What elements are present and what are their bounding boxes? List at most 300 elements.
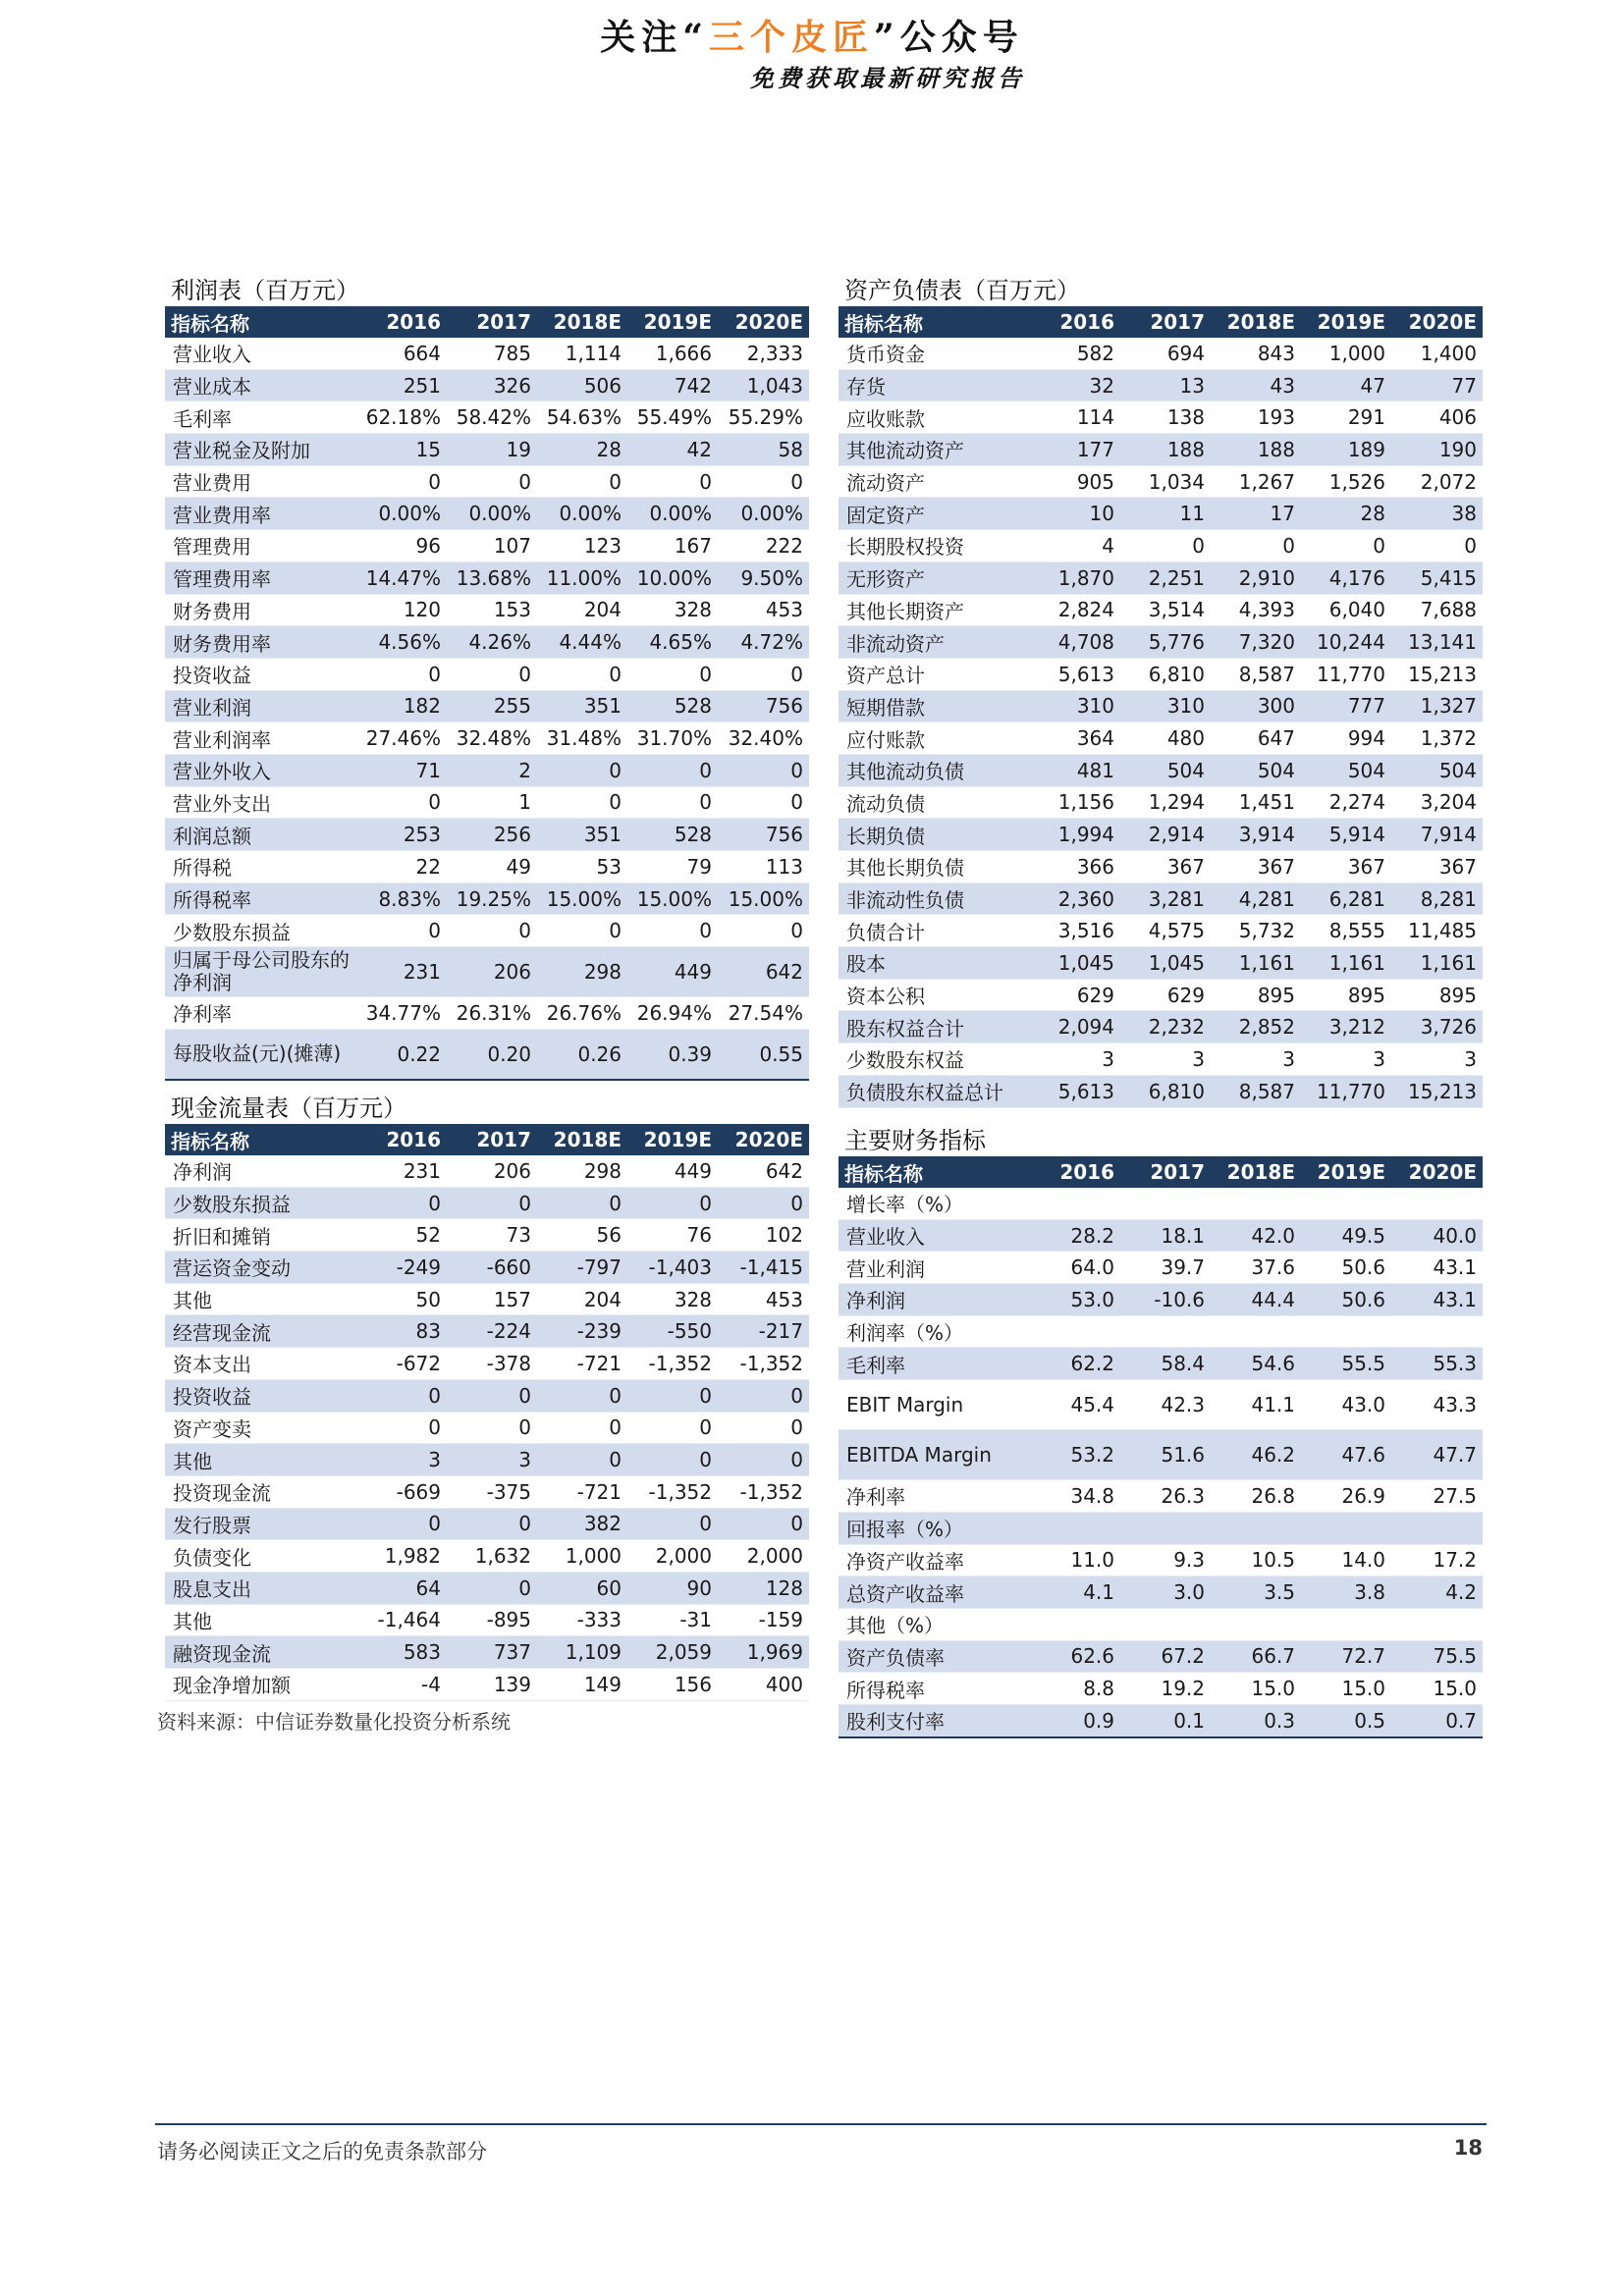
table-cell: 3,281: [1120, 882, 1211, 915]
table-cell: 0.00%: [627, 498, 718, 530]
table-cell: 42.3: [1120, 1380, 1211, 1430]
table-cell: 31.48%: [537, 722, 627, 755]
table-cell: 19: [447, 434, 537, 466]
table-cell: 47.6: [1301, 1430, 1391, 1480]
table-cell: 15,213: [1391, 658, 1483, 690]
table-cell: 62.2: [1030, 1348, 1120, 1380]
table-row: [839, 338, 1483, 369]
table-cell: 7,688: [1391, 594, 1483, 626]
table-cell: 73: [447, 1219, 537, 1252]
table-cell: 0: [447, 1379, 537, 1412]
table-cell: 8,281: [1391, 882, 1483, 915]
table-row: [165, 882, 809, 915]
table-row: [165, 369, 809, 401]
table-cell: 0.20: [447, 1029, 537, 1080]
table-cell: 351: [537, 819, 627, 851]
table-cell: 1,526: [1301, 465, 1391, 498]
table-cell: 15.00%: [718, 882, 809, 915]
row-label: 存货: [839, 369, 1030, 401]
table-cell: -1,415: [718, 1252, 809, 1284]
table-row: [839, 1284, 1483, 1316]
row-label: 融资现金流: [165, 1636, 356, 1669]
table-cell: 366: [1030, 851, 1120, 883]
table-cell: [1391, 1608, 1483, 1640]
row-label: 应收账款: [839, 401, 1030, 434]
table-cell: 11,770: [1301, 1075, 1391, 1107]
table-cell: 0: [718, 658, 809, 690]
row-label: 少数股东损益: [165, 915, 356, 947]
table-row: [839, 1043, 1483, 1076]
table-row: [839, 1576, 1483, 1609]
row-label: 经营现金流: [165, 1315, 356, 1348]
table-row: [839, 1673, 1483, 1705]
balance-title: 资产负债表（百万元）: [844, 277, 1080, 304]
row-label: 净利率: [165, 997, 356, 1030]
table-cell: 231: [356, 1155, 447, 1187]
table-cell: 4.26%: [447, 626, 537, 659]
table-cell: 43.3: [1391, 1380, 1483, 1430]
table-cell: 0: [537, 465, 627, 498]
table-cell: 5,613: [1030, 1075, 1120, 1107]
table-cell: 506: [537, 369, 627, 401]
table-cell: 1,034: [1120, 465, 1211, 498]
row-label: 净利润: [165, 1155, 356, 1187]
table-cell: 0: [537, 1412, 627, 1444]
table-cell: 11: [1120, 498, 1211, 530]
table-cell: 19.25%: [447, 882, 537, 915]
table-cell: 4.65%: [627, 626, 718, 659]
row-label: 少数股东损益: [165, 1187, 356, 1219]
table-cell: 351: [537, 690, 627, 722]
table-cell: 756: [718, 819, 809, 851]
column-header: 2018E: [537, 1124, 627, 1155]
table-cell: 62.6: [1030, 1640, 1120, 1673]
row-label: 所得税: [165, 851, 356, 883]
table-cell: 54.63%: [537, 401, 627, 434]
table-row: [165, 498, 809, 530]
table-row: [165, 1379, 809, 1412]
table-row: [839, 401, 1483, 434]
table-cell: 0: [718, 1379, 809, 1412]
footer-divider: [155, 2123, 1487, 2125]
table-cell: 190: [1391, 434, 1483, 466]
table-cell: 5,415: [1391, 561, 1483, 594]
row-label: 其他: [165, 1604, 356, 1636]
table-cell: 4.72%: [718, 626, 809, 659]
row-label: 货币资金: [839, 338, 1030, 369]
table-cell: -31: [627, 1604, 718, 1636]
table-cell: 43.1: [1391, 1252, 1483, 1284]
row-label: 发行股票: [165, 1508, 356, 1540]
table-cell: 8,555: [1301, 915, 1391, 947]
table-row: [165, 1475, 809, 1508]
column-header: 指标名称: [839, 306, 1030, 338]
table-cell: 32.40%: [718, 722, 809, 755]
table-cell: 167: [627, 530, 718, 562]
table-cell: 449: [627, 1155, 718, 1187]
table-cell: 42: [627, 434, 718, 466]
table-cell: [1120, 1188, 1211, 1219]
table-cell: [1120, 1608, 1211, 1640]
row-label: EBIT Margin: [839, 1380, 1030, 1430]
row-label: 其他流动资产: [839, 434, 1030, 466]
table-cell: 0.3: [1211, 1704, 1301, 1736]
table-cell: 0: [627, 465, 718, 498]
row-label: 折旧和摊销: [165, 1219, 356, 1252]
table-cell: 54.6: [1211, 1348, 1301, 1380]
table-cell: 0: [537, 1187, 627, 1219]
table-cell: 3: [1301, 1043, 1391, 1076]
column-header: 指标名称: [165, 1124, 356, 1155]
table-cell: 37.6: [1211, 1252, 1301, 1284]
table-cell: 0: [718, 1508, 809, 1540]
table-row: [839, 561, 1483, 594]
table-cell: 0: [537, 1444, 627, 1476]
table-cell: 0.00%: [537, 498, 627, 530]
table-cell: 4,708: [1030, 626, 1120, 659]
table-cell: 255: [447, 690, 537, 722]
table-cell: 253: [356, 819, 447, 851]
table-cell: 38: [1391, 498, 1483, 530]
row-label: 营业外收入: [165, 754, 356, 786]
table-cell: 10: [1030, 498, 1120, 530]
table-cell: 32: [1030, 369, 1120, 401]
table-cell: 1,666: [627, 338, 718, 369]
table-cell: 0: [1391, 530, 1483, 562]
table-cell: 58.42%: [447, 401, 537, 434]
table-cell: [1301, 1512, 1391, 1544]
table-cell: 2,000: [718, 1540, 809, 1573]
row-label: 营业利润率: [165, 722, 356, 755]
table-cell: 204: [537, 1283, 627, 1315]
row-label: 其他流动负债: [839, 754, 1030, 786]
table-cell: 15.0: [1391, 1673, 1483, 1705]
table-cell: 582: [1030, 338, 1120, 369]
table-cell: [1030, 1188, 1120, 1219]
row-label: 应付账款: [839, 722, 1030, 755]
table-cell: -1,352: [718, 1475, 809, 1508]
row-label: EBITDA Margin: [839, 1430, 1030, 1480]
table-cell: 4.2: [1391, 1576, 1483, 1609]
row-label: 归属于母公司股东的净利润: [165, 947, 356, 997]
table-cell: 3,516: [1030, 915, 1120, 947]
column-header: 2017: [447, 1124, 537, 1155]
table-cell: 43.0: [1301, 1380, 1391, 1430]
table-row: [165, 1029, 809, 1080]
table-cell: 0: [718, 465, 809, 498]
balance-table: [839, 306, 1483, 1108]
table-cell: 53.0: [1030, 1284, 1120, 1316]
table-cell: -239: [537, 1315, 627, 1348]
table-cell: -721: [537, 1475, 627, 1508]
table-cell: 0: [718, 1412, 809, 1444]
table-cell: 46.2: [1211, 1430, 1301, 1480]
table-cell: [1301, 1315, 1391, 1348]
table-cell: [1301, 1188, 1391, 1219]
row-label: 固定资产: [839, 498, 1030, 530]
table-cell: 0: [718, 1187, 809, 1219]
column-header: 2019E: [627, 1124, 718, 1155]
cashflow-title: 现金流量表（百万元）: [171, 1095, 406, 1122]
table-cell: 153: [447, 594, 537, 626]
table-cell: 0: [1301, 530, 1391, 562]
table-cell: 0: [356, 465, 447, 498]
table-cell: 8.8: [1030, 1673, 1120, 1705]
table-row: [839, 1704, 1483, 1736]
table-cell: 629: [1120, 979, 1211, 1011]
table-cell: 222: [718, 530, 809, 562]
table-cell: 39.7: [1120, 1252, 1211, 1284]
cashflow-table: [165, 1124, 809, 1701]
table-cell: 5,914: [1301, 819, 1391, 851]
table-cell: 14.47%: [356, 561, 447, 594]
table-cell: 4.56%: [356, 626, 447, 659]
table-cell: 4: [1030, 530, 1120, 562]
table-cell: 0.9: [1030, 1704, 1120, 1736]
table-cell: 8,587: [1211, 1075, 1301, 1107]
footer-disclaimer: 请务必阅读正文之后的免责条款部分: [157, 2140, 487, 2163]
table-cell: 11.00%: [537, 561, 627, 594]
table-cell: 15.0: [1301, 1673, 1391, 1705]
table-cell: 22: [356, 851, 447, 883]
row-label: 其他: [165, 1283, 356, 1315]
table-row: [165, 594, 809, 626]
table-cell: 157: [447, 1283, 537, 1315]
table-cell: 0: [627, 1187, 718, 1219]
row-label: 短期借款: [839, 690, 1030, 722]
table-cell: 0: [356, 1508, 447, 1540]
table-cell: 310: [1120, 690, 1211, 722]
table-cell: 3: [1030, 1043, 1120, 1076]
table-cell: 453: [718, 594, 809, 626]
table-row: [839, 498, 1483, 530]
table-cell: [1120, 1315, 1211, 1348]
table-cell: 128: [718, 1572, 809, 1604]
row-label: 资产变卖: [165, 1412, 356, 1444]
table-cell: 1,161: [1391, 947, 1483, 980]
row-label: 营业费用: [165, 465, 356, 498]
table-cell: 504: [1211, 754, 1301, 786]
table-row: [165, 722, 809, 755]
table-cell: 382: [537, 1508, 627, 1540]
table-cell: 31.70%: [627, 722, 718, 755]
table-cell: 3: [1120, 1043, 1211, 1076]
table-cell: 26.3: [1120, 1480, 1211, 1513]
table-cell: 664: [356, 338, 447, 369]
row-label: 营业费用率: [165, 498, 356, 530]
table-cell: -1,352: [627, 1475, 718, 1508]
table-cell: [1030, 1608, 1120, 1640]
table-cell: 15.00%: [627, 882, 718, 915]
table-cell: 2,251: [1120, 561, 1211, 594]
table-cell: 26.76%: [537, 997, 627, 1030]
table-cell: 10,244: [1301, 626, 1391, 659]
table-cell: 149: [537, 1669, 627, 1701]
table-cell: 0: [356, 915, 447, 947]
table-cell: 1,294: [1120, 786, 1211, 819]
table-row: [165, 997, 809, 1030]
table-cell: 0: [537, 1379, 627, 1412]
table-row: [839, 658, 1483, 690]
table-row: [165, 1604, 809, 1636]
table-row: [165, 947, 809, 997]
table-cell: 138: [1120, 401, 1211, 434]
table-cell: 32.48%: [447, 722, 537, 755]
row-label: 管理费用率: [165, 561, 356, 594]
table-row: [839, 882, 1483, 915]
table-cell: 5,732: [1211, 915, 1301, 947]
row-label: 负债股东权益总计: [839, 1075, 1030, 1107]
table-cell: [1120, 1512, 1211, 1544]
table-cell: 6,810: [1120, 658, 1211, 690]
table-cell: 0: [1120, 530, 1211, 562]
table-cell: 4.1: [1030, 1576, 1120, 1609]
table-cell: 0.55: [718, 1029, 809, 1080]
table-row: [165, 1187, 809, 1219]
column-header: 2016: [356, 306, 447, 338]
table-cell: 77: [1391, 369, 1483, 401]
table-cell: 10.5: [1211, 1544, 1301, 1576]
table-cell: 3,726: [1391, 1011, 1483, 1043]
table-cell: 13,141: [1391, 626, 1483, 659]
row-label: 股息支出: [165, 1572, 356, 1604]
column-header: 2016: [1030, 1156, 1120, 1188]
table-cell: 629: [1030, 979, 1120, 1011]
table-cell: 328: [627, 1283, 718, 1315]
row-label: 长期负债: [839, 819, 1030, 851]
table-cell: [1301, 1608, 1391, 1640]
table-cell: 1,045: [1030, 947, 1120, 980]
row-label: 其他长期资产: [839, 594, 1030, 626]
table-row: [165, 401, 809, 434]
table-cell: 400: [718, 1669, 809, 1701]
row-label: 利润率（%）: [839, 1315, 1030, 1348]
table-cell: 0: [718, 915, 809, 947]
header-title: 关注“三个皮匠”公众号: [600, 17, 1024, 58]
table-cell: 206: [447, 947, 537, 997]
table-cell: [1030, 1512, 1120, 1544]
table-row: [839, 979, 1483, 1011]
table-cell: 1,114: [537, 338, 627, 369]
table-cell: 4,176: [1301, 561, 1391, 594]
column-header: 2020E: [1391, 1156, 1483, 1188]
table-cell: 55.5: [1301, 1348, 1391, 1380]
table-cell: 27.5: [1391, 1480, 1483, 1513]
table-cell: 64.0: [1030, 1252, 1120, 1284]
table-cell: 0: [356, 786, 447, 819]
column-header: 2020E: [718, 306, 809, 338]
table-cell: 0: [1211, 530, 1301, 562]
table-cell: 642: [718, 947, 809, 997]
table-cell: -4: [356, 1669, 447, 1701]
table-cell: 13: [1120, 369, 1211, 401]
table-row: [839, 947, 1483, 980]
table-row: [165, 1444, 809, 1476]
table-row: [839, 1011, 1483, 1043]
table-cell: 0: [627, 1508, 718, 1540]
table-row: [839, 1480, 1483, 1513]
table-cell: 188: [1120, 434, 1211, 466]
table-cell: 49.5: [1301, 1219, 1391, 1252]
column-header: 2019E: [1301, 1156, 1391, 1188]
row-label: 少数股东权益: [839, 1043, 1030, 1076]
row-label: 营业利润: [839, 1252, 1030, 1284]
table-row: [165, 1508, 809, 1540]
table-row: [839, 530, 1483, 562]
table-cell: 1,109: [537, 1636, 627, 1669]
column-header: 2017: [1120, 306, 1211, 338]
table-cell: 71: [356, 754, 447, 786]
row-label: 现金净增加额: [165, 1669, 356, 1701]
column-header: 2016: [1030, 306, 1120, 338]
table-cell: 52: [356, 1219, 447, 1252]
table-cell: 188: [1211, 434, 1301, 466]
table-cell: 583: [356, 1636, 447, 1669]
table-cell: 1,632: [447, 1540, 537, 1573]
table-cell: 647: [1211, 722, 1301, 755]
table-cell: 0: [627, 1412, 718, 1444]
table-cell: 11.0: [1030, 1544, 1120, 1576]
table-cell: 300: [1211, 690, 1301, 722]
table-cell: 0: [627, 915, 718, 947]
table-cell: 19.2: [1120, 1673, 1211, 1705]
table-cell: 1,000: [1301, 338, 1391, 369]
table-cell: 1,969: [718, 1636, 809, 1669]
table-cell: 18.1: [1120, 1219, 1211, 1252]
table-cell: 1,982: [356, 1540, 447, 1573]
table-cell: 5,776: [1120, 626, 1211, 659]
table-cell: -797: [537, 1252, 627, 1284]
table-cell: 2,072: [1391, 465, 1483, 498]
table-cell: -672: [356, 1348, 447, 1380]
table-cell: 0.00%: [356, 498, 447, 530]
row-label: 回报率（%）: [839, 1512, 1030, 1544]
table-row: [839, 1380, 1483, 1430]
table-cell: 15,213: [1391, 1075, 1483, 1107]
table-cell: 0.26: [537, 1029, 627, 1080]
table-cell: 737: [447, 1636, 537, 1669]
row-label: 营业税金及附加: [165, 434, 356, 466]
row-label: 每股收益(元)(摊薄): [165, 1029, 356, 1080]
row-label: 资本公积: [839, 979, 1030, 1011]
row-label: 投资收益: [165, 1379, 356, 1412]
source-note: 资料来源：中信证券数量化投资分析系统: [157, 1710, 511, 1734]
table-cell: 504: [1301, 754, 1391, 786]
table-cell: [1211, 1315, 1301, 1348]
table-cell: 193: [1211, 401, 1301, 434]
table-cell: 34.77%: [356, 997, 447, 1030]
row-label: 净利润: [839, 1284, 1030, 1316]
table-cell: 994: [1301, 722, 1391, 755]
row-label: 管理费用: [165, 530, 356, 562]
row-label: 资产负债率: [839, 1640, 1030, 1673]
table-row: [165, 1572, 809, 1604]
table-cell: 298: [537, 947, 627, 997]
table-cell: 27.54%: [718, 997, 809, 1030]
table-cell: 75.5: [1391, 1640, 1483, 1673]
table-cell: 45.4: [1030, 1380, 1120, 1430]
table-cell: 15.00%: [537, 882, 627, 915]
table-cell: 785: [447, 338, 537, 369]
table-row: [165, 690, 809, 722]
table-cell: 2,852: [1211, 1011, 1301, 1043]
row-label: 净资产收益率: [839, 1544, 1030, 1576]
row-label: 净利率: [839, 1480, 1030, 1513]
row-label: 营业收入: [839, 1219, 1030, 1252]
table-cell: 4,393: [1211, 594, 1301, 626]
table-cell: -375: [447, 1475, 537, 1508]
table-cell: 453: [718, 1283, 809, 1315]
